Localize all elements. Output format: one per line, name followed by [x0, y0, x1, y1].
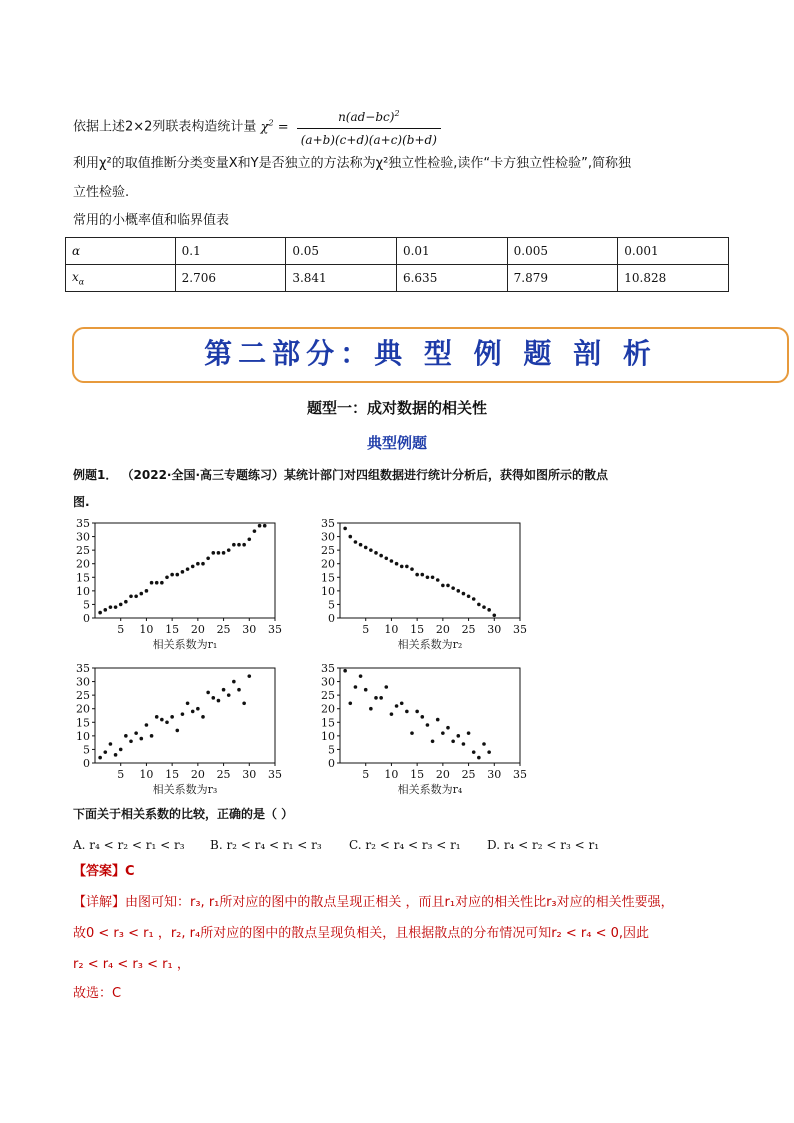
- detail-line-3: r₂ < r₄ < r₃ < r₁ ，: [73, 957, 190, 972]
- section-banner: [72, 327, 789, 383]
- paragraph-line-3: 立性检验.: [73, 185, 130, 200]
- y-tick-label: 0: [328, 612, 335, 625]
- data-point: [150, 581, 154, 585]
- y-tick-label: 25: [321, 689, 335, 703]
- data-point: [109, 605, 113, 609]
- data-point: [462, 592, 466, 596]
- data-point: [426, 575, 430, 579]
- chi-square-symbol: $\chi^2$ =: [260, 118, 289, 135]
- data-point: [139, 737, 143, 741]
- data-point: [170, 715, 174, 719]
- data-point: [477, 756, 481, 760]
- x-axis-label: 相关系数为r₁: [152, 638, 218, 651]
- alpha-cell: 0.01: [396, 238, 507, 265]
- data-point: [103, 608, 107, 612]
- x-value-cell: 7.879: [507, 265, 618, 292]
- data-point: [165, 720, 169, 724]
- section-title: 题型一：成对数据的相关性: [306, 399, 487, 417]
- x-tick-label: 10: [384, 768, 399, 781]
- alpha-cell: 0.1: [175, 238, 286, 265]
- x-value-cell: 3.841: [286, 265, 397, 292]
- y-tick-label: 20: [76, 702, 90, 716]
- data-point: [348, 535, 352, 539]
- y-tick-label: 30: [321, 675, 335, 689]
- data-point: [186, 567, 190, 571]
- y-tick-label: 35: [321, 662, 335, 675]
- x-tick-label: 35: [268, 623, 282, 636]
- y-tick-label: 15: [321, 716, 335, 730]
- y-tick-label: 35: [321, 517, 335, 530]
- formula-intro-text: 依据上述2×2列联表构造统计量: [73, 119, 257, 135]
- data-point: [186, 701, 190, 705]
- data-point: [456, 589, 460, 593]
- plot-frame: [340, 668, 520, 763]
- data-point: [247, 674, 251, 678]
- data-point: [451, 586, 455, 590]
- scatter-chart-r2: [305, 515, 535, 655]
- data-point: [374, 696, 378, 700]
- data-point: [446, 726, 450, 730]
- data-point: [160, 581, 164, 585]
- critical-value-table: [65, 237, 729, 292]
- data-point: [263, 524, 267, 528]
- y-tick-label: 5: [328, 743, 335, 757]
- x-tick-label: 20: [435, 623, 450, 636]
- example-line-1: 例题1． （2022·全国·高三专题练习）某统计部门对四组数据进行统计分析后，获得如图所示的散点: [73, 468, 609, 482]
- data-point: [206, 556, 210, 560]
- y-tick-label: 25: [76, 689, 90, 703]
- data-point: [165, 575, 169, 579]
- data-point: [227, 548, 231, 552]
- x-tick-label: 20: [190, 623, 205, 636]
- x-tick-label: 5: [362, 623, 370, 636]
- data-point: [232, 680, 236, 684]
- data-point: [379, 554, 383, 558]
- data-point: [390, 559, 394, 563]
- plot-frame: [340, 523, 520, 618]
- y-tick-label: 35: [76, 517, 90, 530]
- x-tick-label: 35: [268, 768, 282, 781]
- data-point: [364, 546, 368, 550]
- data-point: [467, 731, 471, 735]
- y-tick-label: 10: [76, 584, 90, 598]
- data-point: [462, 742, 466, 746]
- data-point: [217, 551, 221, 555]
- table-caption: 常用的小概率值和临界值表: [73, 213, 230, 228]
- data-point: [420, 573, 424, 577]
- data-point: [359, 543, 363, 547]
- data-point: [436, 578, 440, 582]
- data-point: [114, 753, 118, 757]
- y-tick-label: 0: [83, 612, 90, 625]
- x-tick-label: 5: [117, 768, 125, 781]
- data-point: [124, 600, 128, 604]
- data-point: [237, 688, 241, 692]
- data-point: [348, 701, 352, 705]
- data-point: [242, 543, 246, 547]
- data-point: [145, 589, 149, 593]
- x-tick-label: 30: [242, 623, 257, 636]
- y-tick-label: 10: [76, 729, 90, 743]
- x-tick-label: 25: [461, 623, 476, 636]
- formula-numerator: $n(ad-bc)^2$: [297, 104, 441, 129]
- option-c: C. r₂ < r₄ < r₃ < r₁: [349, 838, 461, 852]
- data-point: [181, 570, 185, 574]
- data-point: [384, 556, 388, 560]
- data-point: [364, 688, 368, 692]
- data-point: [98, 756, 102, 760]
- data-point: [222, 688, 226, 692]
- y-tick-label: 0: [83, 757, 90, 770]
- example-line-2: 图.: [73, 495, 90, 509]
- data-point: [258, 524, 262, 528]
- x-axis-label: 相关系数为r₄: [397, 783, 463, 796]
- data-point: [405, 565, 409, 569]
- data-point: [379, 696, 383, 700]
- data-point: [227, 693, 231, 697]
- data-point: [472, 750, 476, 754]
- y-tick-label: 10: [321, 729, 335, 743]
- data-point: [482, 605, 486, 609]
- data-point: [155, 581, 159, 585]
- x-tick-label: 30: [487, 768, 502, 781]
- data-point: [431, 575, 435, 579]
- answer-text: 【答案】C: [73, 864, 135, 879]
- x-value-cell: 6.635: [396, 265, 507, 292]
- data-point: [451, 739, 455, 743]
- x-tick-label: 35: [513, 768, 527, 781]
- formula-line: [73, 104, 441, 150]
- data-point: [196, 562, 200, 566]
- data-point: [222, 551, 226, 555]
- y-tick-label: 30: [321, 530, 335, 544]
- data-point: [369, 707, 373, 711]
- data-point: [175, 729, 179, 733]
- data-point: [253, 529, 257, 533]
- data-point: [415, 710, 419, 714]
- data-point: [124, 734, 128, 738]
- scatter-chart-r1: [60, 515, 290, 655]
- data-point: [129, 594, 133, 598]
- data-point: [472, 597, 476, 601]
- data-point: [247, 537, 251, 541]
- y-tick-label: 30: [76, 530, 90, 544]
- data-point: [119, 603, 123, 607]
- data-point: [211, 551, 215, 555]
- data-point: [395, 562, 399, 566]
- y-tick-label: 15: [76, 716, 90, 730]
- data-point: [415, 573, 419, 577]
- scatter-chart-r3: [60, 660, 290, 800]
- data-point: [175, 573, 179, 577]
- chi-square-formula: [297, 104, 441, 150]
- data-point: [354, 685, 358, 689]
- data-point: [145, 723, 149, 727]
- x-tick-label: 5: [117, 623, 125, 636]
- data-point: [400, 701, 404, 705]
- y-tick-label: 5: [83, 598, 90, 612]
- banner-title: 第二部分：典 型 例 题 剖 析: [204, 337, 657, 370]
- data-point: [150, 734, 154, 738]
- data-point: [211, 696, 215, 700]
- y-tick-label: 20: [321, 557, 335, 571]
- data-point: [410, 731, 414, 735]
- x-value-cell: 10.828: [618, 265, 729, 292]
- data-point: [119, 748, 123, 752]
- alpha-cell: 0.001: [618, 238, 729, 265]
- table-row: [66, 265, 729, 292]
- alpha-cell: 0.05: [286, 238, 397, 265]
- y-tick-label: 5: [328, 598, 335, 612]
- x-alpha-header-cell: $x_\alpha$: [66, 265, 176, 292]
- x-tick-label: 15: [165, 768, 180, 781]
- section-subtitle: 典型例题: [366, 434, 427, 452]
- question-text: 下面关于相关系数的比较，正确的是（ ）: [73, 807, 294, 821]
- x-tick-label: 30: [487, 623, 502, 636]
- data-point: [191, 710, 195, 714]
- y-tick-label: 5: [83, 743, 90, 757]
- data-point: [426, 723, 430, 727]
- data-point: [103, 750, 107, 754]
- x-tick-label: 10: [139, 623, 154, 636]
- data-point: [170, 573, 174, 577]
- y-tick-label: 25: [76, 544, 90, 558]
- data-point: [456, 734, 460, 738]
- y-tick-label: 25: [321, 544, 335, 558]
- table-row: [66, 238, 729, 265]
- x-tick-label: 25: [461, 768, 476, 781]
- y-tick-label: 15: [321, 571, 335, 585]
- y-tick-label: 20: [321, 702, 335, 716]
- x-tick-label: 10: [384, 623, 399, 636]
- x-tick-label: 10: [139, 768, 154, 781]
- alpha-cell: 0.005: [507, 238, 618, 265]
- scatter-chart-r4: [305, 660, 535, 800]
- data-point: [441, 731, 445, 735]
- data-point: [467, 594, 471, 598]
- data-point: [217, 699, 221, 703]
- data-point: [487, 608, 491, 612]
- data-point: [374, 551, 378, 555]
- data-point: [191, 565, 195, 569]
- x-value-cell: 2.706: [175, 265, 286, 292]
- data-point: [359, 674, 363, 678]
- data-point: [343, 669, 347, 673]
- data-point: [343, 527, 347, 531]
- option-d: D. r₄ < r₂ < r₃ < r₁: [487, 838, 600, 852]
- data-point: [390, 712, 394, 716]
- data-point: [482, 742, 486, 746]
- data-point: [242, 701, 246, 705]
- detail-line-4: 故选：C: [73, 986, 122, 1001]
- y-tick-label: 35: [76, 662, 90, 675]
- data-point: [206, 691, 210, 695]
- x-tick-label: 20: [435, 768, 450, 781]
- alpha-header-cell: α: [66, 238, 176, 265]
- x-tick-label: 15: [410, 623, 425, 636]
- x-axis-label: 相关系数为r₂: [397, 638, 463, 651]
- formula-denominator: (a+b)(c+d)(a+c)(b+d): [300, 133, 437, 147]
- paragraph-line-2: 利用χ²的取值推断分类变量X和Y是否独立的方法称为χ²独立性检验,读作“卡方独立性检验”,简称独: [73, 156, 632, 171]
- data-point: [441, 584, 445, 588]
- data-point: [134, 594, 138, 598]
- x-tick-label: 15: [165, 623, 180, 636]
- x-tick-label: 25: [216, 768, 231, 781]
- data-point: [201, 562, 205, 566]
- data-point: [477, 603, 481, 607]
- data-point: [114, 605, 118, 609]
- data-point: [196, 707, 200, 711]
- data-point: [446, 584, 450, 588]
- y-tick-label: 0: [328, 757, 335, 770]
- y-tick-label: 15: [76, 571, 90, 585]
- data-point: [181, 712, 185, 716]
- x-axis-label: 相关系数为r₃: [152, 783, 218, 796]
- data-point: [369, 548, 373, 552]
- x-tick-label: 15: [410, 768, 425, 781]
- x-tick-label: 30: [242, 768, 257, 781]
- x-tick-label: 20: [190, 768, 205, 781]
- x-tick-label: 5: [362, 768, 370, 781]
- data-point: [232, 543, 236, 547]
- data-point: [384, 685, 388, 689]
- data-point: [129, 739, 133, 743]
- data-point: [420, 715, 424, 719]
- detail-line-2: 故0 < r₃ < r₁ ，r₂, r₄所对应的图中的散点呈现负相关，且根据散点的分布情况可知r₂ < r₄ < 0,因此: [73, 926, 650, 941]
- option-a: A. r₄ < r₂ < r₁ < r₃: [73, 838, 185, 852]
- data-point: [98, 611, 102, 615]
- data-point: [134, 731, 138, 735]
- data-point: [354, 540, 358, 544]
- y-tick-label: 20: [76, 557, 90, 571]
- data-point: [400, 565, 404, 569]
- y-tick-label: 10: [321, 584, 335, 598]
- data-point: [109, 742, 113, 746]
- data-point: [395, 704, 399, 708]
- data-point: [436, 718, 440, 722]
- y-tick-label: 30: [76, 675, 90, 689]
- x-tick-label: 35: [513, 623, 527, 636]
- data-point: [405, 710, 409, 714]
- data-point: [139, 592, 143, 596]
- data-point: [431, 739, 435, 743]
- detail-line-1: 【详解】由图可知：r₃, r₁所对应的图中的散点呈现正相关 ，而且r₁对应的相关性比r₃对应的相关性要强，: [73, 895, 674, 910]
- option-b: B. r₂ < r₄ < r₁ < r₃: [210, 838, 322, 852]
- data-point: [410, 567, 414, 571]
- data-point: [487, 750, 491, 754]
- data-point: [201, 715, 205, 719]
- data-point: [237, 543, 241, 547]
- x-tick-label: 25: [216, 623, 231, 636]
- data-point: [155, 715, 159, 719]
- data-point: [160, 718, 164, 722]
- data-point: [492, 613, 496, 617]
